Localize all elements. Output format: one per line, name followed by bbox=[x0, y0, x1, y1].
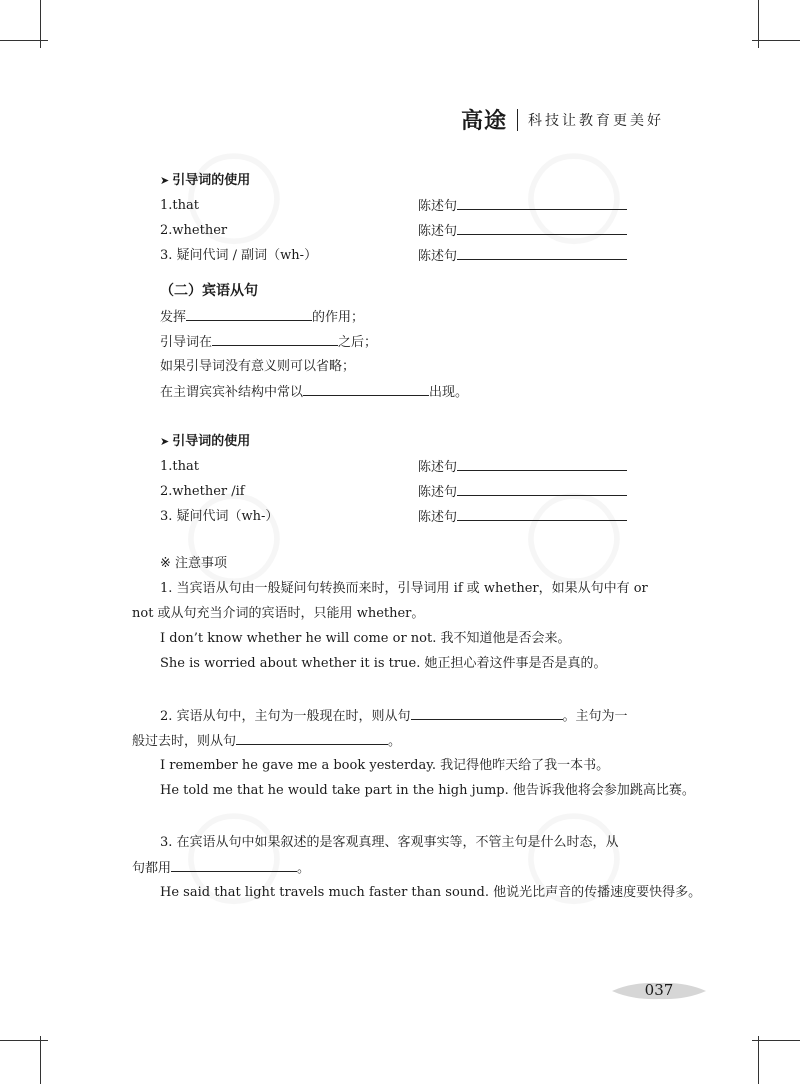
answer-blank[interactable] bbox=[411, 703, 563, 720]
answer-blank[interactable] bbox=[303, 379, 429, 396]
fill-line: 在主谓宾宾补结构中常以 出现。 bbox=[160, 379, 665, 404]
usage-row-type: 陈述句 bbox=[418, 249, 458, 264]
usage-row bbox=[160, 193, 665, 218]
answer-blank[interactable] bbox=[457, 504, 627, 521]
section-title: （二）宾语从句 bbox=[160, 283, 258, 299]
answer-blank[interactable] bbox=[212, 329, 338, 346]
notes-title: ※ 注意事项 bbox=[160, 556, 228, 571]
fill-line: 如果引导词没有意义则可以省略； bbox=[160, 359, 356, 374]
usage-heading: ➤ 引导词的使用 bbox=[160, 173, 251, 188]
triangle-bullet-icon: ➤ bbox=[160, 435, 170, 448]
crop-mark bbox=[0, 1040, 48, 1041]
crop-mark bbox=[752, 40, 800, 41]
usage-row-label: 1.that bbox=[160, 459, 199, 474]
usage-row-label: 1.that bbox=[160, 198, 199, 213]
crop-mark bbox=[752, 1040, 800, 1041]
triangle-bullet-icon: ➤ bbox=[160, 174, 170, 187]
note-text: 1. 当宾语从句由一般疑问句转换而来时，引导词用 if 或 whether，如果从句中有 or bbox=[160, 581, 648, 596]
usage-row bbox=[160, 243, 665, 268]
page-content bbox=[132, 168, 702, 905]
page-number: 037 bbox=[612, 978, 706, 1004]
fill-line: 发挥 的作用； bbox=[160, 304, 665, 329]
example-sentence: I don’t know whether he will come or not. 我不知道他是否会来。 bbox=[160, 631, 571, 646]
answer-blank[interactable] bbox=[236, 728, 388, 745]
brand-slogan: 科技让教育更美好 bbox=[528, 112, 664, 129]
brand-name: 高途 bbox=[460, 109, 507, 134]
crop-mark bbox=[0, 40, 48, 41]
usage-row bbox=[160, 504, 665, 529]
usage-row bbox=[160, 479, 665, 504]
answer-blank[interactable] bbox=[171, 855, 297, 872]
answer-blank[interactable] bbox=[457, 193, 627, 210]
example-sentence: I remember he gave me a book yesterday. 我记得他昨天给了我一本书。 bbox=[160, 758, 610, 773]
note-text: 句都用 。 bbox=[132, 855, 665, 880]
note-text: not 或从句充当介词的宾语时，只能用 whether。 bbox=[132, 606, 425, 621]
note-text: 2. 宾语从句中，主句为一般现在时，则从句 。主句为一 bbox=[160, 703, 665, 728]
usage-row-type: 陈述句 bbox=[418, 485, 458, 500]
example-sentence: He said that light travels much faster than sound. 他说光比声音的传播速度要快得多。 bbox=[160, 885, 702, 900]
example-sentence: He told me that he would take part in the high jump. 他告诉我他将会参加跳高比赛。 bbox=[160, 783, 695, 798]
usage-row-label: 2.whether /if bbox=[160, 484, 245, 499]
usage-row-label: 3. 疑问代词（wh-） bbox=[160, 509, 279, 524]
answer-blank[interactable] bbox=[457, 479, 627, 496]
answer-blank[interactable] bbox=[186, 304, 312, 321]
usage-row bbox=[160, 218, 665, 243]
brand-header bbox=[461, 104, 664, 135]
usage-row-label: 3. 疑问代词 / 副词（wh-） bbox=[160, 248, 318, 263]
fill-line: 引导词在 之后； bbox=[160, 329, 665, 354]
usage-row-type: 陈述句 bbox=[418, 460, 458, 475]
crop-mark bbox=[40, 1036, 41, 1084]
usage-row-type: 陈述句 bbox=[418, 224, 458, 239]
answer-blank[interactable] bbox=[457, 454, 627, 471]
note-text: 3. 在宾语从句中如果叙述的是客观真理、客观事实等，不管主句是什么时态，从 bbox=[160, 835, 619, 850]
brand-divider bbox=[517, 109, 518, 131]
usage-row-type: 陈述句 bbox=[418, 199, 458, 214]
crop-mark bbox=[758, 1036, 759, 1084]
usage-heading: ➤ 引导词的使用 bbox=[160, 434, 251, 449]
usage-row-label: 2.whether bbox=[160, 223, 228, 238]
note-text: 般过去时，则从句 。 bbox=[132, 728, 665, 753]
usage-row-type: 陈述句 bbox=[418, 510, 458, 525]
usage-row bbox=[160, 454, 665, 479]
answer-blank[interactable] bbox=[457, 218, 627, 235]
example-sentence: She is worried about whether it is true. 她正担心着这件事是否是真的。 bbox=[160, 656, 607, 671]
answer-blank[interactable] bbox=[457, 243, 627, 260]
